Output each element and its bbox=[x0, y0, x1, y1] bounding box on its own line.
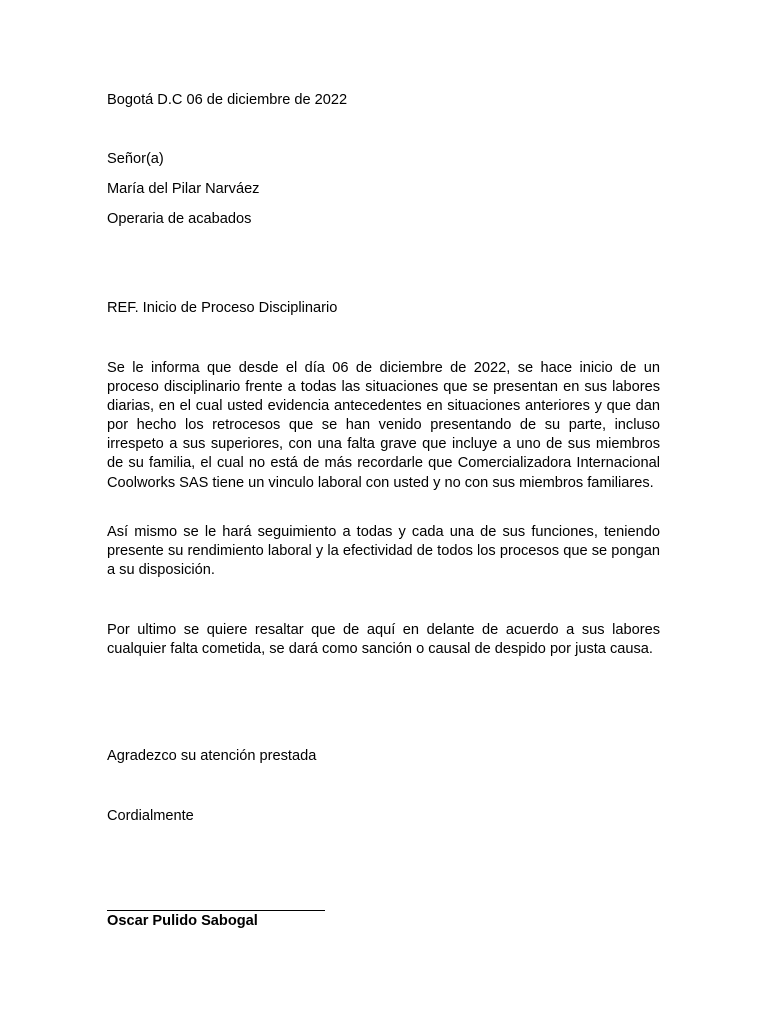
recipient-salutation: Señor(a) bbox=[107, 151, 164, 167]
signer-name: Oscar Pulido Sabogal bbox=[107, 913, 258, 929]
closing-line: Cordialmente bbox=[107, 808, 194, 824]
body-paragraph-1: Se le informa que desde el día 06 de diciembre de 2022, se hace inicio de un proceso disciplinario frente a todas las situaciones que se presentan en sus labores diarias, en el cual usted evidencia antecedentes en situaciones anteriores y que dan por hecho los retrocesos que se han venido presentando de su parte, incluso irrespeto a sus superiores, con una falta grave que incluye a uno de sus miembros de su familia, el cual no está de más recordarle que Comercializadora Internacional Coolworks SAS tiene un vinculo laboral con usted y no con sus miembros familiares. bbox=[107, 360, 660, 491]
body-paragraph-2: Así mismo se le hará seguimiento a todas y cada una de sus funciones, teniendo presente su rendimiento laboral y la efectividad de todos los procesos que se pongan a su disposición. bbox=[107, 524, 660, 579]
reference-line: REF. Inicio de Proceso Disciplinario bbox=[107, 300, 338, 316]
thanks-line: Agradezco su atención prestada bbox=[107, 748, 317, 764]
recipient-position: Operaria de acabados bbox=[107, 211, 252, 227]
place-date: Bogotá D.C 06 de diciembre de 2022 bbox=[107, 92, 348, 108]
body-paragraph-3: Por ultimo se quiere resaltar que de aquí en delante de acuerdo a sus labores cualquier falta cometida, se dará como sanción o causal de despido por justa causa. bbox=[107, 622, 660, 658]
recipient-name: María del Pilar Narváez bbox=[107, 181, 260, 197]
signature-line bbox=[107, 910, 325, 911]
